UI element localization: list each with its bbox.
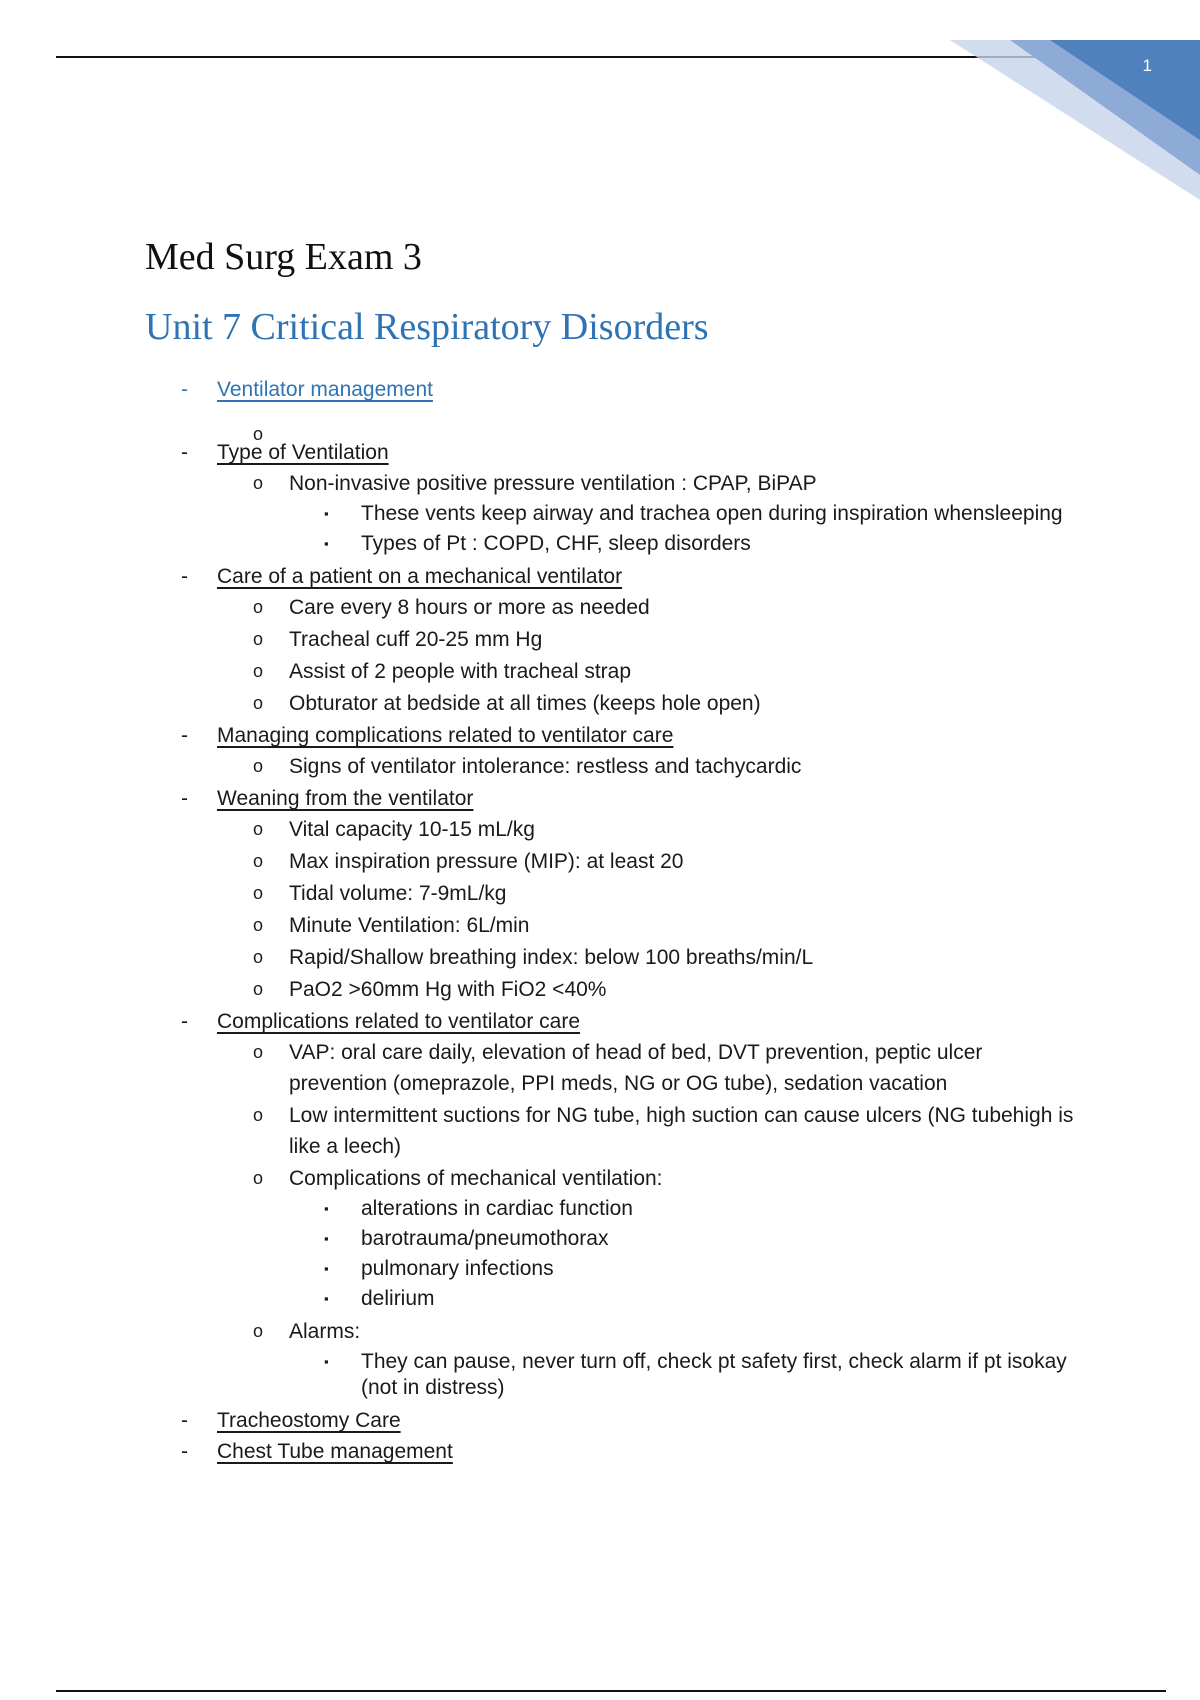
list-item-text: Tracheal cuff 20-25 mm Hg (289, 628, 543, 651)
circle-bullet: o (253, 1105, 264, 1125)
circle-bullet: o (253, 819, 264, 839)
list-item (217, 1316, 1075, 1401)
list-item (217, 942, 1075, 973)
circle-bullet: o (253, 424, 264, 444)
list-item-text: Alarms: (289, 1320, 361, 1343)
list-item (217, 846, 1075, 877)
document-title: Med Surg Exam 3 (145, 236, 422, 278)
section-complications (145, 1006, 1075, 1401)
list-item-text: Care every 8 hours or more as needed (289, 596, 650, 619)
sub-list-item (289, 501, 1075, 527)
circle-bullet: o (253, 915, 264, 935)
circle-bullet: o (253, 1321, 264, 1341)
sub-list-item-text: alterations in cardiac function (361, 1197, 633, 1220)
list-item (217, 910, 1075, 941)
section-heading: Managing complications related to ventilator care (217, 724, 674, 747)
section-tracheostomy-care (145, 1405, 1075, 1436)
circle-bullet: o (253, 947, 264, 967)
dash-marker: - (181, 441, 188, 464)
list-item (217, 814, 1075, 845)
sub-list-item-text: pulmonary infections (361, 1257, 554, 1280)
circle-bullet: o (253, 693, 264, 713)
list-item (217, 1037, 1075, 1099)
circle-bullet: o (253, 629, 264, 649)
list-item (217, 974, 1075, 1005)
list-item-text: Max inspiration pressure (MIP): at least 20 (289, 850, 684, 873)
list-item-text: Complications of mechanical ventilation: (289, 1167, 663, 1190)
list-item-text: Rapid/Shallow breathing index: below 100 breaths/min/L (289, 946, 814, 969)
section-weaning (145, 783, 1075, 1005)
sub-list-item-text: These vents keep airway and trachea open during inspiration whensleeping (361, 502, 1063, 525)
dash-marker: - (181, 1010, 188, 1033)
section-type-of-ventilation (145, 437, 1075, 557)
list-item-text: Assist of 2 people with tracheal strap (289, 660, 632, 683)
sub-list-item-text: Types of Pt : COPD, CHF, sleep disorders (361, 532, 751, 555)
document-body (145, 228, 1075, 1467)
list-item (217, 751, 1075, 782)
circle-bullet: o (253, 661, 264, 681)
section-ventilator-management (145, 374, 1075, 444)
circle-bullet: o (253, 883, 264, 903)
list-item (217, 624, 1075, 655)
list-item-text: Vital capacity 10-15 mL/kg (289, 818, 535, 841)
dash-marker: - (181, 1409, 188, 1432)
list-item (217, 1100, 1075, 1162)
corner-decoration (940, 0, 1200, 200)
square-bullet: ▪ (324, 1291, 329, 1306)
circle-bullet: o (253, 851, 264, 871)
sub-list-item-text: They can pause, never turn off, check pt safety first, check alarm if pt isokay (not in distress) (361, 1350, 1067, 1399)
circle-bullet: o (253, 473, 264, 493)
list-item-text: Tidal volume: 7-9mL/kg (289, 882, 507, 905)
unit-heading: Unit 7 Critical Respiratory Disorders (145, 306, 709, 348)
sub-list-item (289, 531, 1075, 557)
circle-bullet: o (253, 1168, 264, 1188)
section-heading: Tracheostomy Care (217, 1409, 401, 1432)
circle-bullet: o (253, 756, 264, 776)
circle-bullet: o (253, 979, 264, 999)
footer-rule (56, 1690, 1166, 1692)
list-item-text: Non-invasive positive pressure ventilation : CPAP, BiPAP (289, 472, 817, 495)
section-heading: Chest Tube management (217, 1440, 453, 1463)
square-bullet: ▪ (324, 1231, 329, 1246)
list-item-text: PaO2 >60mm Hg with FiO2 <40% (289, 978, 607, 1001)
circle-bullet: o (253, 597, 264, 617)
circle-bullet: o (253, 1042, 264, 1062)
section-chest-tube (145, 1436, 1075, 1467)
list-item (217, 468, 1075, 557)
sub-list-item (289, 1256, 1075, 1282)
section-heading: Care of a patient on a mechanical ventilator (217, 565, 623, 588)
section-heading: Type of Ventilation (217, 441, 389, 464)
section-managing-complications (145, 720, 1075, 782)
list-item (217, 878, 1075, 909)
outline-list (145, 374, 1075, 1467)
list-item-text: VAP: oral care daily, elevation of head of bed, DVT prevention, peptic ulcer prevention (omeprazole, PPI meds, NG or OG tube), sedation vacation (289, 1041, 983, 1095)
list-item-text: Signs of ventilator intolerance: restless and tachycardic (289, 755, 802, 778)
dash-marker: - (181, 724, 188, 747)
sub-list-item (289, 1349, 1075, 1401)
section-heading: Weaning from the ventilator (217, 787, 474, 810)
list-item (217, 1163, 1075, 1312)
dash-marker: - (181, 787, 188, 810)
square-bullet: ▪ (324, 1261, 329, 1276)
square-bullet: ▪ (324, 536, 329, 551)
square-bullet: ▪ (324, 1201, 329, 1216)
section-care-of-patient (145, 561, 1075, 719)
square-bullet: ▪ (324, 1354, 329, 1369)
section-heading-link[interactable]: Ventilator management (217, 378, 433, 401)
sub-list-item (289, 1226, 1075, 1252)
sub-list-item (289, 1286, 1075, 1312)
dash-marker: - (181, 1440, 188, 1463)
dash-marker: - (181, 565, 188, 588)
list-item (217, 656, 1075, 687)
square-bullet: ▪ (324, 506, 329, 521)
list-item-text: Obturator at bedside at all times (keeps hole open) (289, 692, 761, 715)
page-number: 1 (1142, 56, 1152, 75)
list-item (217, 592, 1075, 623)
dash-marker: - (181, 378, 188, 401)
sub-list-item-text: barotrauma/pneumothorax (361, 1227, 609, 1250)
sub-list-item (289, 1196, 1075, 1222)
list-item (217, 688, 1075, 719)
list-item-text: Minute Ventilation: 6L/min (289, 914, 530, 937)
list-item-text: Low intermittent suctions for NG tube, high suction can cause ulcers (NG tubehigh is like a leech) (289, 1104, 1074, 1158)
sub-list-item-text: delirium (361, 1287, 435, 1310)
section-heading: Complications related to ventilator care (217, 1010, 581, 1033)
